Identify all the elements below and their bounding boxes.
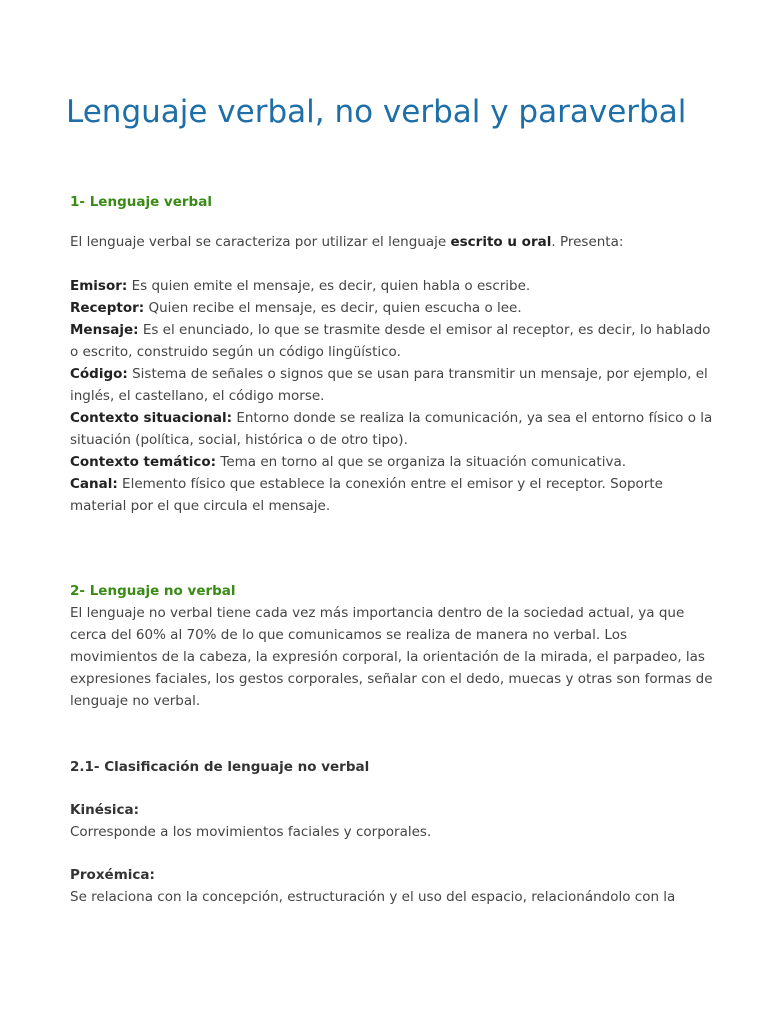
definition-mensaje-continued: o escrito, construido según un código lingüístico. [70, 344, 401, 360]
section-2-1-heading: 2.1- Clasificación de lenguaje no verbal [70, 759, 370, 775]
paragraph-line: El lenguaje no verbal tiene cada vez más importancia dentro de la sociedad actual, ya que [70, 605, 685, 621]
definition-text: Quien recibe el mensaje, es decir, quien escucha o lee. [144, 300, 522, 316]
definition-term: Receptor: [70, 300, 145, 316]
paragraph-line: expresiones faciales, los gestos corporales, señalar con el dedo, muecas y otras son formas de [70, 671, 713, 687]
definition-contexto-situacional-continued: situación (política, social, histórica o de otro tipo). [70, 432, 408, 448]
kinesica-term: Kinésica: [70, 802, 140, 818]
intro-text-after: . Presenta: [551, 234, 624, 250]
proxemica-term: Proxémica: [70, 867, 155, 883]
definition-emisor [70, 275, 710, 297]
definition-text: Sistema de señales o signos que se usan para transmitir un mensaje, por ejemplo, el [127, 366, 708, 382]
section-1-definitions [70, 275, 713, 517]
paragraph-line: Se relaciona con la concepción, estructuración y el uso del espacio, relacionándolo con la [70, 889, 676, 905]
section-2-heading: 2- Lenguaje no verbal [70, 583, 236, 599]
definition-contexto-tematico [70, 451, 710, 473]
definition-text: Entorno donde se realiza la comunicación, ya sea el entorno físico o la [232, 410, 713, 426]
intro-text-bold: escrito u oral [450, 234, 552, 250]
section-2-paragraph [70, 602, 713, 712]
definition-canal-continued: material por el que circula el mensaje. [70, 498, 331, 514]
paragraph-line: cerca del 60% al 70% de lo que comunicamos se realiza de manera no verbal. Los [70, 627, 627, 643]
paragraph-line: Corresponde a los movimientos faciales y corporales. [70, 824, 432, 840]
intro-text-before: El lenguaje verbal se caracteriza por utilizar el lenguaje [70, 234, 451, 250]
definition-text: Tema en torno al que se organiza la situación comunicativa. [216, 454, 627, 470]
kinesica-text [70, 821, 710, 843]
paragraph-line: lenguaje no verbal. [70, 693, 201, 709]
definition-codigo [70, 363, 710, 385]
section-1-intro [70, 231, 710, 253]
definition-term: Contexto temático: [70, 454, 217, 470]
definition-contexto-situacional [70, 407, 713, 429]
definition-term: Contexto situacional: [70, 410, 233, 426]
definition-text: Es el enunciado, lo que se trasmite desde el emisor al receptor, es decir, lo hablado [138, 322, 711, 338]
definition-term: Emisor: [70, 278, 128, 294]
definition-term: Mensaje: [70, 322, 139, 338]
definition-canal [70, 473, 710, 495]
definition-codigo-continued: inglés, el castellano, el código morse. [70, 388, 325, 404]
definition-receptor [70, 297, 710, 319]
definition-term: Código: [70, 366, 128, 382]
section-1-heading: 1- Lenguaje verbal [70, 194, 212, 210]
document-title: Lenguaje verbal, no verbal y paraverbal [66, 94, 687, 130]
paragraph-line: movimientos de la cabeza, la expresión corporal, la orientación de la mirada, el parpadeo, las [70, 649, 705, 665]
proxemica-text [70, 886, 710, 908]
definition-term: Canal: [70, 476, 118, 492]
definition-mensaje [70, 319, 710, 341]
definition-text: Elemento físico que establece la conexión entre el emisor y el receptor. Soporte [117, 476, 663, 492]
definition-text: Es quien emite el mensaje, es decir, quien habla o escribe. [127, 278, 531, 294]
